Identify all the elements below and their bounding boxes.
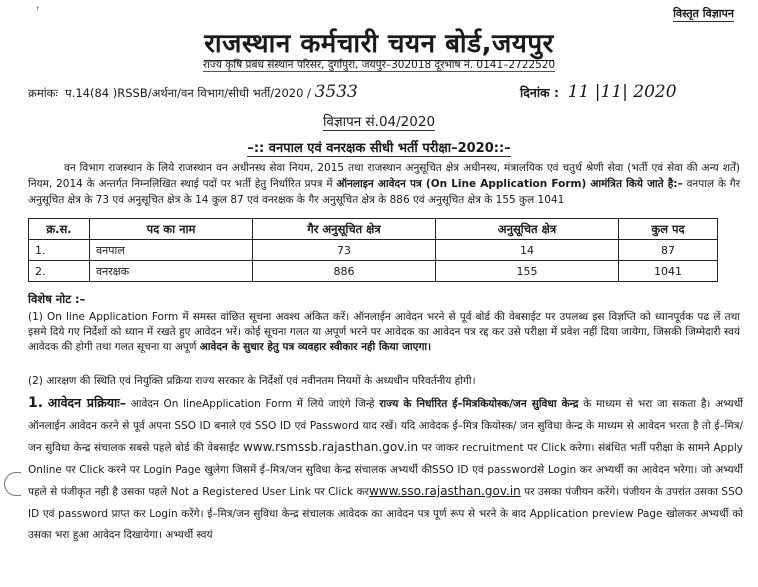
section-label: आवेदन प्रक्रियाः– xyxy=(47,395,127,410)
section-text-1: आवेदन On lineApplication Form में लिये जाएंगे जिन्हे xyxy=(130,398,375,410)
cell-non-scheduled: 886 xyxy=(253,261,436,282)
intro-part2: वनपाल के गैर अनुसूचित क्षेत्र के 73 एवं अनुसूचित क्षेत्र के 14 कुल 87 एवं वनरक्षक के गैर अनुसूचित क्षेत्र के 886 एवं अनुसूचित क्षेत्र के 155 कुल 1041 xyxy=(28,178,740,206)
rsmssb-website-link[interactable]: www.rsmssb.rajasthan.gov.in xyxy=(242,440,419,454)
reference-label: क्रमांकः xyxy=(28,86,58,100)
reference-text: प.14(84 )RSSB/अर्थना/वन विभाग/सीधी भर्ती/2020 / xyxy=(65,86,311,100)
header-post-name: पद का नाम xyxy=(90,219,253,240)
section-text-4: पर उसका पंजीयन करेंगे। पंजीयन के उपरांत उसका SSO ID एवं password प्राप्त कर Login करेंगे। ई–मित्र/जन सुविधा केन्द्र संचालक आवेदक का आवेदन पत्र पूर्ण रूप से भरने के बाद Application preview Page खोलकर अभ्यर्थी को उसका भरा हुआ आवेदन दिखायेगा। अभ्यर्थी स्वयं xyxy=(28,486,744,541)
note-1-bold: आवेदन के सुधार हेतु पत्र व्यवहार स्वीकार नही किया जाएगा। xyxy=(199,341,432,353)
margin-bracket-mark xyxy=(4,472,21,496)
intro-paragraph xyxy=(28,160,740,208)
cell-scheduled: 155 xyxy=(436,261,619,282)
header-total: कुल पद xyxy=(619,219,718,240)
date-line xyxy=(520,82,677,102)
corner-tick-mark: ꜛ xyxy=(36,6,40,17)
handwritten-date: 11 |11| 2020 xyxy=(567,82,677,102)
board-address xyxy=(0,58,758,72)
header-non-scheduled: गैर अनुसूचित क्षेत्र xyxy=(253,219,436,240)
cell-non-scheduled: 73 xyxy=(253,240,436,261)
special-note-heading: विशेष नोट :– xyxy=(28,292,86,306)
cell-serial: 1. xyxy=(29,240,90,261)
note-2: (2) आरक्षण की स्थिति एवं नियुक्ति प्रक्रिया राज्य सरकार के निर्देशों एवं नवीनतम नियमों के अध्यधीन परिवर्तनीय होगी। xyxy=(28,375,476,387)
intro-bold: ऑनलाइन आवेदन पत्र (On Line Application Form) आमंत्रित किये जाते है:– xyxy=(336,178,683,190)
handwritten-number: 3533 xyxy=(314,82,358,102)
notice-number-text: विज्ञापन सं.04/2020 xyxy=(322,114,436,130)
notice-number xyxy=(0,112,758,130)
exam-heading xyxy=(0,138,758,156)
table-header-row xyxy=(29,219,718,240)
cell-total: 1041 xyxy=(619,261,718,282)
detailed-advertisement-label: विस्तृत विज्ञापन xyxy=(673,7,734,20)
section-number: 1. xyxy=(28,395,44,411)
note-1 xyxy=(28,310,740,355)
cell-post-name: वनरक्षक xyxy=(90,261,253,282)
sso-website-link[interactable]: www.sso.rajasthan.gov.in xyxy=(368,484,521,498)
table-row xyxy=(29,261,718,282)
posts-table xyxy=(28,218,718,282)
section-text-2: के माध्यम से भरा जा सकता है। अभ्यर्थी ऑनलाईन आवेदन करने से पूर्व अपना SSO ID बनाले एवं SSO ID एवं Password याद रखें। यदि आवेदक ई–मित्र कियोस्क/ जन सुविधा केन्द्र के माध्यम से आवेदन भरता है तो ई–मित्र/जन सुविधा केन्द्र संचालक सबसे पहले बोर्ड की वेबसाईट xyxy=(28,398,744,454)
table-row xyxy=(29,240,718,261)
application-process-section xyxy=(28,392,743,547)
board-address-text: राज्य कृषि प्रबंध संस्थान परिसर, दुर्गापुरा, जयपुर–302018 दूरभाष नं. 0141–2722520 xyxy=(202,59,556,71)
intro-part1: वन विभाग राजस्थान के लिये राजस्थान वन अधीनस्थ सेवा नियम, 2015 तथा राजस्थान अनुसूचित क्षेत्र अधीनस्थ, मंत्रालयिक एवं चतुर्थ श्रेणी सेवा (भर्ती एवं सेवा की अन्य शर्तें) नियम, 2014 के अन्तर्गत निम्नलिखित स्थाई पदों पर भर्ती हेतु निर्धारित प्रपत्र में xyxy=(28,162,740,190)
section-bold-1: राज्य के निर्धारित ई–मित्रकियोस्क/जन सुविधा केन्द्र xyxy=(379,398,579,410)
section-text-3: पर जाकर recruitment पर Click करेगा। संबंधित भर्ती परीक्षा के सामने Apply Online पर Click करने पर Login Page खुलेगा जिसमें ई–मित्र/जन सुविधा केन्द्र संचालक अभ्यर्थी कीSSO ID एवं passwordसे Login कर अभ्यर्थी का आवेदन भरेगा। जो अभ्यर्थी पहले से पंजीकृत नही है उसका पहले Not a Registered User Link पर Click कर xyxy=(28,442,743,498)
reference-line xyxy=(28,82,358,102)
note-1-text: (1) On line Application Form में समस्त वांछित सूचना अवश्य अंकित करें। ऑनलाईन आवेदन भरने से पूर्व बोर्ड की वेबसाईट पर उपलब्ध इस विज्ञप्ति को ध्यानपूर्वक पढ लें तथा इसमे दिये गए निर्देशों को ध्यान में रखते हुए आवेदन भरें। कोई सूचना गलत या अपूर्ण भरने पर आवेदक का आवेदन पत्र रद्द कर उसे परीक्षा में प्रवेश नहीं दिया जायेगा, जिसकी जिम्मेदारी स्वयं आवेदक की होगी तथा गलत सूचना या अपूर्ण xyxy=(28,311,740,353)
cell-serial: 2. xyxy=(29,261,90,282)
board-title xyxy=(0,24,758,60)
exam-heading-text: –:: वनपाल एवं वनरक्षक सीधी भर्ती परीक्षा–2020::– xyxy=(247,141,511,156)
cell-scheduled: 14 xyxy=(436,240,619,261)
header-scheduled: अनुसूचित क्षेत्र xyxy=(436,219,619,240)
cell-total: 87 xyxy=(619,240,718,261)
date-label: दिनांक : xyxy=(520,85,560,100)
header-serial: क्र.स. xyxy=(29,219,90,240)
cell-post-name: वनपाल xyxy=(90,240,253,261)
board-title-text: राजस्थान कर्मचारी चयन बोर्ड,जयपुर xyxy=(204,29,554,59)
